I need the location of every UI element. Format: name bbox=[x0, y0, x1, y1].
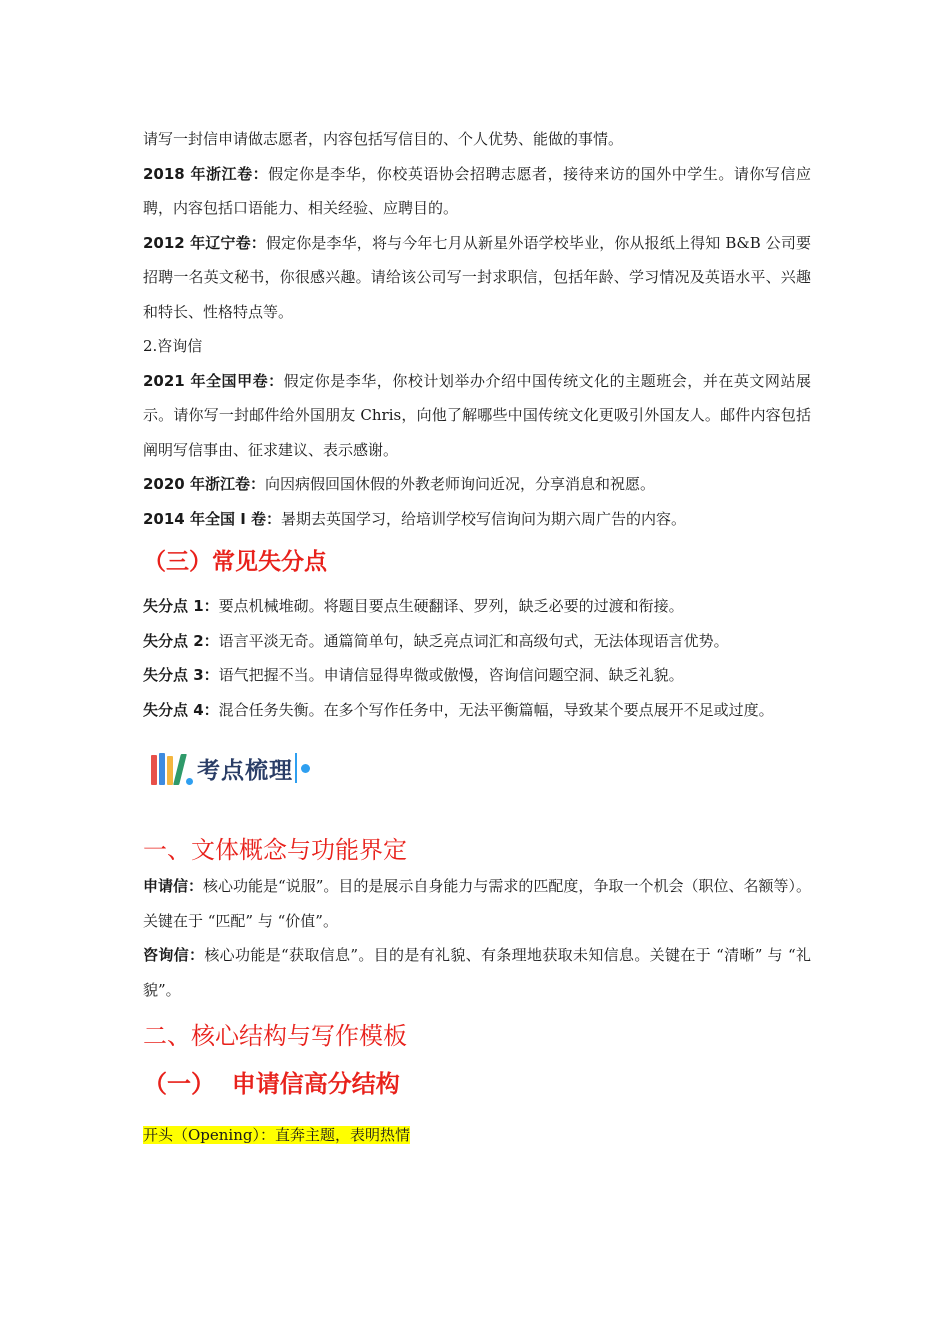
exam-text: 假定你是李华，你校英语协会招聘志愿者，接待来访的国外中学生。请你写信应聘，内容包括口语能力、相关经验、应聘目的。 bbox=[143, 164, 811, 217]
topic-review-badge bbox=[151, 743, 811, 793]
mistake-label: 失分点 1： bbox=[143, 597, 219, 615]
mistake-item-2 bbox=[143, 624, 811, 659]
exam-label: 2014 年全国 I 卷： bbox=[143, 509, 281, 528]
mistake-label: 失分点 4： bbox=[143, 700, 219, 719]
opening-line bbox=[143, 1118, 811, 1153]
book-spine bbox=[151, 755, 157, 785]
mistake-text: 语言平淡无奇。通篇简单句，缺乏亮点词汇和高级句式，无法体现语言优势。 bbox=[218, 631, 729, 650]
mistake-item-3 bbox=[143, 658, 811, 693]
exam-item-2021-national-a bbox=[143, 364, 811, 468]
common-mistakes-heading: （三）常见失分点 bbox=[143, 549, 327, 575]
mistake-item-1 bbox=[143, 589, 811, 624]
exam-item-2012-liaoning bbox=[143, 226, 811, 330]
opening-highlight: 开头（Opening）：直奔主题，表明热情 bbox=[143, 1126, 410, 1144]
exam-item-2020-zhejiang bbox=[143, 467, 811, 502]
exam-label: 2012 年辽宁卷： bbox=[143, 233, 266, 252]
exam-text: 假定你是李华，将与今年七月从新星外语学校毕业，你从报纸上得知 B&B 公司要招聘一名英文秘书，你很感兴趣。请给该公司写一封求职信，包括年龄、学习情况及英语水平、兴趣和特长、性格特点等。 bbox=[143, 233, 811, 321]
concept-item-inquiry bbox=[143, 938, 811, 1007]
application-structure-subheading: （一） 申请信高分结构 bbox=[143, 1070, 400, 1098]
structure-heading: 二、核心结构与写作模板 bbox=[143, 1022, 407, 1050]
book-spine bbox=[173, 754, 187, 785]
application-intro-text: 请写一封信申请做志愿者，内容包括写信目的、个人优势、能做的事情。 bbox=[143, 130, 624, 148]
books-icon bbox=[151, 751, 183, 785]
mistake-item-4 bbox=[143, 693, 811, 728]
concept-text: 核心功能是“获取信息”。目的是有礼貌、有条理地获取未知信息。关键在于 “清晰” 与 “礼貌”。 bbox=[143, 946, 811, 999]
badge-bar-icon bbox=[295, 753, 297, 783]
mistake-text: 混合任务失衡。在多个写作任务中，无法平衡篇幅，导致某个要点展开不足或过度。 bbox=[218, 700, 774, 719]
concept-label: 申请信： bbox=[143, 877, 204, 895]
concept-label: 咨询信： bbox=[143, 946, 205, 964]
mistake-label: 失分点 2： bbox=[143, 631, 219, 650]
badge-title: 考点梳理 bbox=[197, 757, 293, 784]
badge-dot-icon bbox=[186, 778, 193, 785]
mistake-label: 失分点 3： bbox=[143, 666, 219, 684]
exam-label: 2018 年浙江卷： bbox=[143, 164, 269, 183]
inquiry-heading: 2.咨询信 bbox=[143, 337, 203, 355]
exam-text: 假定你是李华，你校计划举办介绍中国传统文化的主题班会，并在英文网站展示。请你写一封邮件给外国朋友 Chris，向他了解哪些中国传统文化更吸引外国友人。邮件内容包括阐明写信事由、征求建议、表示感谢。 bbox=[143, 371, 811, 459]
exam-item-2014-national-1 bbox=[143, 502, 811, 537]
exam-text: 向因病假回国休假的外教老师询问近况，分享消息和祝愿。 bbox=[264, 475, 655, 493]
book-spine bbox=[159, 753, 165, 785]
exam-item-2018-zhejiang bbox=[143, 157, 811, 226]
mistake-text: 语气把握不当。申请信显得卑微或傲慢，咨询信问题空洞、缺乏礼貌。 bbox=[218, 666, 684, 684]
document-content bbox=[143, 122, 811, 1153]
exam-label: 2021 年全国甲卷： bbox=[143, 371, 284, 390]
mistake-text: 要点机械堆砌。将题目要点生硬翻译、罗列，缺乏必要的过渡和衔接。 bbox=[218, 597, 684, 615]
concept-text: 核心功能是“说服”。目的是展示自身能力与需求的匹配度，争取一个机会（职位、名额等）。关键在于 “匹配” 与 “价值”。 bbox=[143, 877, 811, 930]
concepts-heading: 一、文体概念与功能界定 bbox=[143, 836, 407, 864]
badge-dot-icon bbox=[301, 764, 310, 773]
exam-text: 暑期去英国学习，给培训学校写信询问为期六周广告的内容。 bbox=[281, 509, 687, 528]
exam-label: 2020 年浙江卷： bbox=[143, 475, 265, 493]
book-spine bbox=[167, 756, 173, 785]
concept-item-application bbox=[143, 869, 811, 938]
